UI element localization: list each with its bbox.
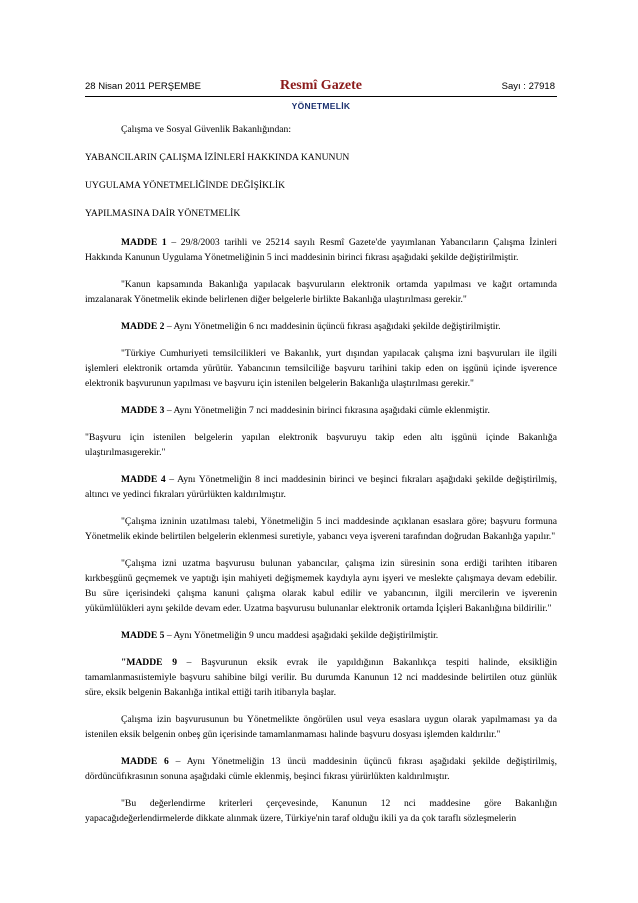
article-paragraph <box>85 319 557 334</box>
article-text: "Çalışma izni uzatma başvurusu bulunan yabancılar, çalışma izin süresinin sona erdiği tarihten itibaren kırkbeşgünü geçmemek ve yaptığı işin mahiyeti değişmemek kaydıyla aynı işyeri ve meslekte çalışmaya devam edebilir. Bu süre içerisindeki çalışma kanuni çalışma olarak kabul edilir ve yabancının, ilgili mercilerin ve işverenin yükümlülükleri aynı şekilde devam eder. Uzatma başvurusu bulunanlar elektronik ortamda İçişleri Bakanlığına bildirilir." <box>85 558 557 614</box>
article-text: – Aynı Yönetmeliğin 7 nci maddesinin birinci fıkrasına aşağıdaki cümle eklenmiştir. <box>164 405 490 416</box>
article-text: "Türkiye Cumhuriyeti temsilcilikleri ve Bakanlık, yurt dışından yapılacak çalışma izni başvuruları ile ilgili işlemleri elektronik ortamda yürütür. Yabancının temsilciliğe başvuru tarihini takip eden on işgünü içinde işverence elektronik başvurunun yapılması ve başvuru için istenilen belgelerin Bakanlığa ulaştırılması gerekir." <box>85 348 557 389</box>
article-text: "Bu değerlendirme kriterleri çerçevesinde, Kanunun 12 nci maddesine göre Bakanlığın yapacağıdeğerlendirmelerde dikkate alınmak üzere, Türkiye'nin taraf olduğu ikili ya da çok taraflı sözleşmelerin <box>85 798 557 824</box>
article-paragraph <box>85 346 557 391</box>
article-paragraph <box>85 277 557 307</box>
article-text: – Başvurunun eksik evrak ile yapıldığının Bakanlıkça tespiti halinde, eksikliğin tamamlanmasıistemiyle başvuru sahibine bilgi verilir. Bu durumda Kanunun 12 nci maddesinde belirtilen otuz günlük süre, eksik belgenin Bakanlığa intikal ettiği tarih itibarıyla başlar. <box>85 657 557 698</box>
section-title: YÖNETMELİK <box>291 101 351 111</box>
article-label: MADDE 3 <box>121 405 165 416</box>
article-text: – Aynı Yönetmeliğin 13 üncü maddesinin üçüncü fıkrası aşağıdaki şekilde değiştirilmiş, dördüncüfıkrasının sonuna aşağıdaki cümle eklenmiş, beşinci fıkrası yürürlükten kaldırılmıştır. <box>85 756 557 782</box>
article-label: MADDE 5 <box>121 630 165 641</box>
regulation-title-line-1: YABANCILARIN ÇALIŞMA İZİNLERİ HAKKINDA KANUNUN <box>85 152 350 163</box>
ministry-line: Çalışma ve Sosyal Güvenlik Bakanlığından: <box>121 124 291 135</box>
article-text: – Aynı Yönetmeliğin 9 uncu maddesi aşağıdaki şekilde değiştirilmiştir. <box>164 630 439 641</box>
article-label: "MADDE 9 <box>121 657 177 668</box>
article-paragraph <box>85 556 557 616</box>
article-text: "Başvuru için istenilen belgelerin yapılan elektronik başvuruyu takip eden altı işgünü içinde Bakanlığa ulaştırılmasıgerekir." <box>85 432 557 458</box>
article-text: – Aynı Yönetmeliğin 8 inci maddesinin birinci ve beşinci fıkraları aşağıdaki şekilde değiştirilmiş, altıncı ve yedinci fıkraları yürürlükten kaldırılmıştır. <box>85 474 557 500</box>
article-text: "Kanun kapsamında Bakanlığa yapılacak başvuruların elektronik ortamda yapılması ve kağıt ortamında imzalanarak Yönetmelik ekinde belirlenen diğer belgelerle birlikte Bakanlığa ulaştırılması gerekir." <box>85 279 557 305</box>
article-paragraph <box>85 514 557 544</box>
article-text: Çalışma izin başvurusunun bu Yönetmelikte öngörülen usul veya esaslara uygun olarak yapılmaması ya da istenilen eksik belgenin onbeş gün içerisinde tamamlanmaması halinde başvuru dosyası işlemden kaldırılır." <box>85 714 557 740</box>
page-header <box>85 78 557 97</box>
article-paragraph <box>85 235 557 265</box>
article-text: – Aynı Yönetmeliğin 6 ncı maddesinin üçüncü fıkrası aşağıdaki şekilde değiştirilmiştir. <box>164 321 501 332</box>
article-label: MADDE 4 <box>121 474 166 485</box>
article-paragraph <box>85 472 557 502</box>
article-paragraph <box>85 628 557 643</box>
article-text: – 29/8/2003 tarihli ve 25214 sayılı Resmî Gazete'de yayımlanan Yabancıların Çalışma İzinleri Hakkında Kanunun Uygulama Yönetmeliğinin 5 inci maddesinin birinci fıkrası aşağıdaki şekilde değiştirilmiştir. <box>85 237 557 263</box>
gazette-title: Resmî Gazete <box>279 78 363 93</box>
article-paragraph <box>85 430 557 460</box>
article-paragraph <box>85 796 557 826</box>
article-label: MADDE 1 <box>121 237 167 248</box>
regulation-title-line-3: YAPILMASINA DAİR YÖNETMELİK <box>85 208 241 219</box>
article-label: MADDE 6 <box>121 756 169 767</box>
regulation-title-line-2: UYGULAMA YÖNETMELİĞİNDE DEĞİŞİKLİK <box>85 180 286 191</box>
article-paragraph <box>85 754 557 784</box>
article-paragraphs <box>85 235 557 826</box>
article-paragraph <box>85 712 557 742</box>
article-paragraph <box>85 655 557 700</box>
issue-number: Sayı : 27918 <box>501 81 555 92</box>
article-paragraph <box>85 403 557 418</box>
header-date: 28 Nisan 2011 PERŞEMBE <box>85 81 201 92</box>
article-label: MADDE 2 <box>121 321 165 332</box>
article-text: "Çalışma izninin uzatılması talebi, Yönetmeliğin 5 inci maddesinde açıklanan esaslara göre; başvuru formuna Yönetmelik ekinde belirtilen belgelerin eklenmesi suretiyle, yabancı veya işvereni tarafından doğrudan Bakanlığa yapılır." <box>85 516 557 542</box>
document-body <box>85 122 557 838</box>
